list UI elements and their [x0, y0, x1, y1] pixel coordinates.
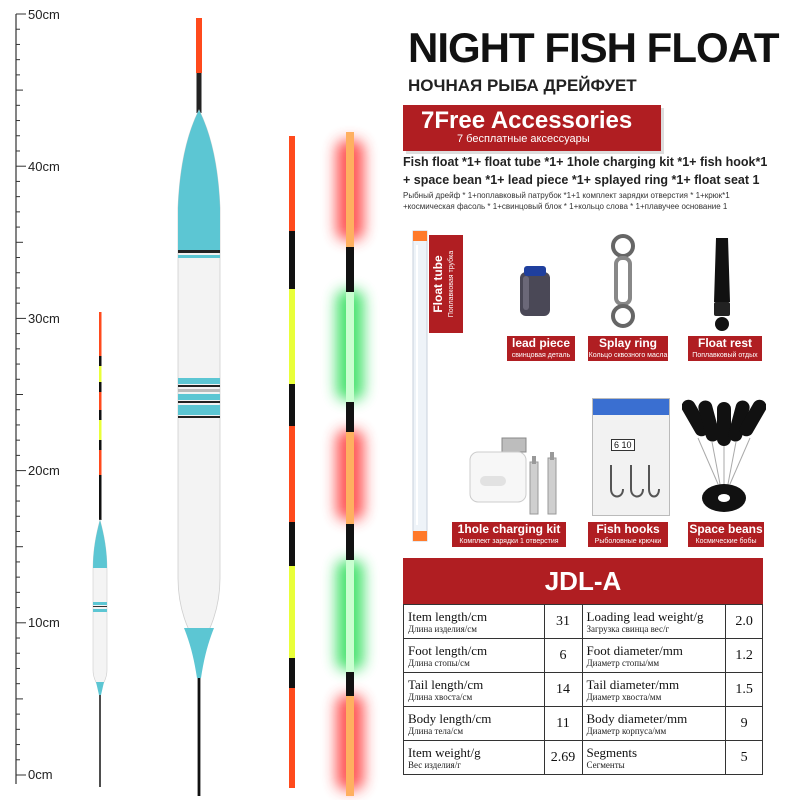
- page-subtitle: НОЧНАЯ РЫБА ДРЕЙФУЕТ: [408, 76, 637, 95]
- float-rest-tag: [688, 336, 762, 361]
- float-rest-label: Float rest: [697, 336, 752, 350]
- spec-row: [404, 605, 763, 639]
- accessories-ru-line-1: Рыбный дрейф * 1+поплавковый патрубок *1+1 комплект зарядки отверстия * 1+крюк*1: [403, 191, 730, 200]
- model-banner: JDL-A: [403, 558, 763, 604]
- spec-right-en: Tail diameter/mm: [586, 676, 680, 692]
- spec-left-en: Tail length/cm: [408, 676, 484, 692]
- float-rest-icon: [704, 232, 744, 332]
- fish-hooks-label: Fish hooks: [596, 522, 660, 536]
- lead-piece-label: lead piece: [511, 336, 571, 350]
- fish-hooks-pack-size: 6 10: [611, 439, 635, 451]
- charging-kit-tag: [452, 522, 566, 547]
- spec-right-ru: Сегменты: [586, 759, 625, 770]
- spec-right-label: [582, 707, 726, 741]
- spec-row: [404, 673, 763, 707]
- spec-left-ru: Вес изделия/г: [408, 759, 461, 770]
- float-tube-item: [405, 225, 455, 550]
- spec-right-value: 1.2: [726, 639, 763, 673]
- accessories-banner: [403, 105, 661, 151]
- spec-left-value: 14: [544, 673, 582, 707]
- hook-icon: [601, 461, 661, 505]
- space-beans-sub: Космические бобы: [695, 538, 757, 545]
- splay-ring-sub: Кольцо сквозного масла: [588, 352, 668, 359]
- spec-left-label: [404, 741, 545, 775]
- ruler-ticks: [0, 0, 60, 800]
- accessories-banner-subtitle: 7 бесплатные аксессуары: [457, 133, 590, 145]
- float-tube-tag: [429, 235, 463, 333]
- splay-ring-label: Splay ring: [598, 336, 657, 350]
- spec-row: [404, 741, 763, 775]
- spec-left-en: Foot length/cm: [408, 642, 488, 658]
- lead-piece-tag: [507, 336, 575, 361]
- spec-right-en: Segments: [586, 744, 638, 760]
- spec-right-value: 5: [726, 741, 763, 775]
- spec-right-ru: Диаметр хвоста/мм: [586, 691, 662, 702]
- charging-kit-sub: Комплект зарядки 1 отверстия: [459, 538, 559, 545]
- spec-left-en: Item length/cm: [408, 608, 488, 624]
- spec-left-ru: Длина тела/см: [408, 725, 464, 736]
- spec-left-value: 11: [544, 707, 582, 741]
- tail-segments-image: [280, 132, 304, 792]
- spec-table: [403, 604, 763, 775]
- accessories-list-line-2: + space bean *1+ lead piece *1+ splayed ring *1+ float seat 1: [403, 173, 760, 187]
- float-rest-sub: Поплавковый отдых: [692, 352, 758, 359]
- spec-right-label: [582, 673, 726, 707]
- page-title: NIGHT FISH FLOAT: [408, 24, 779, 71]
- spec-row: [404, 707, 763, 741]
- space-beans-icon: [682, 388, 766, 516]
- lead-piece-sub: свинцовая деталь: [511, 352, 571, 359]
- spec-right-ru: Диаметр корпуса/мм: [586, 725, 667, 736]
- spec-right-label: [582, 639, 726, 673]
- spec-left-value: 31: [544, 605, 582, 639]
- float-tube-sub: Поплавковая трубка: [448, 250, 455, 318]
- spec-right-value: 1.5: [726, 673, 763, 707]
- spec-left-en: Item weight/g: [408, 744, 481, 760]
- ruler-label-20: 20cm: [28, 463, 60, 478]
- spec-left-ru: Длина изделия/см: [408, 623, 477, 634]
- spec-row: [404, 639, 763, 673]
- fish-hooks-tag: [588, 522, 668, 547]
- charging-kit-icon: [460, 432, 570, 518]
- spec-right-en: Loading lead weight/g: [586, 608, 704, 624]
- accessories-banner-title: 7Free Accessories: [421, 107, 633, 134]
- spec-right-en: Foot diameter/mm: [586, 642, 683, 658]
- lead-piece-icon: [512, 262, 558, 320]
- space-beans-label: Space beans: [689, 522, 763, 536]
- spec-right-label: [582, 605, 726, 639]
- ruler-label-0: 0cm: [28, 767, 53, 782]
- spec-left-en: Body length/cm: [408, 710, 492, 726]
- spec-left-value: 6: [544, 639, 582, 673]
- spec-left-ru: Длина хвоста/см: [408, 691, 473, 702]
- glowing-tail-image: [318, 120, 382, 800]
- accessories-ru-line-2: +космическая фасоль * 1+свинцовый блок * 1+кольцо слова * 1+плавучее основание 1: [403, 202, 728, 211]
- space-beans-tag: [688, 522, 764, 547]
- charging-kit-label: 1hole charging kit: [457, 522, 561, 536]
- spec-right-value: 2.0: [726, 605, 763, 639]
- ruler-label-40: 40cm: [28, 159, 60, 174]
- spec-left-label: [404, 673, 545, 707]
- splay-ring-tag: [588, 336, 668, 361]
- large-float-image: [170, 18, 240, 798]
- splay-ring-icon: [598, 232, 648, 332]
- ruler-label-30: 30cm: [28, 311, 60, 326]
- ruler-label-10: 10cm: [28, 615, 60, 630]
- spec-left-value: 2.69: [544, 741, 582, 775]
- fish-hooks-sub: Рыболовные крючки: [594, 538, 662, 545]
- fish-hooks-pack: [592, 398, 670, 516]
- ruler-label-50: 50cm: [28, 7, 60, 22]
- float-tube-label: Float tube: [431, 255, 445, 313]
- spec-left-label: [404, 605, 545, 639]
- spec-right-en: Body diameter/mm: [586, 710, 688, 726]
- accessories-list-line-1: Fish float *1+ float tube *1+ 1hole charging kit *1+ fish hook*1: [403, 155, 768, 169]
- spec-left-label: [404, 639, 545, 673]
- spec-left-label: [404, 707, 545, 741]
- spec-right-ru: Диаметр стопы/мм: [586, 657, 660, 668]
- spec-right-ru: Загрузка свинца вес/г: [586, 623, 670, 634]
- spec-right-label: [582, 741, 726, 775]
- small-float-image: [80, 310, 120, 790]
- fish-hooks-pack-header: [593, 399, 669, 415]
- spec-left-ru: Длина стопы/см: [408, 657, 470, 668]
- spec-right-value: 9: [726, 707, 763, 741]
